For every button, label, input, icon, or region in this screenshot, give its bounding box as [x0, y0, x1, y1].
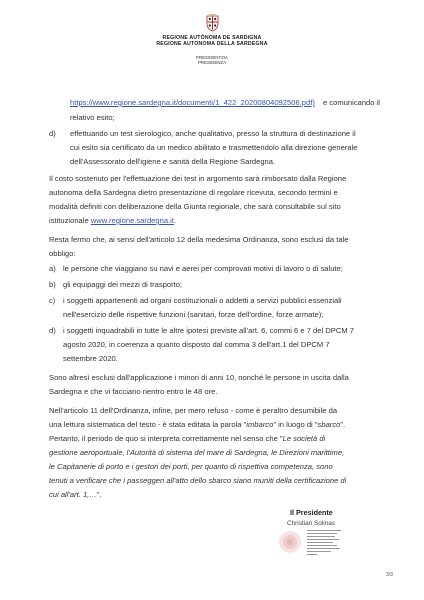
text-line: modalità definiti con deliberazione della Giunta regionale, che sarà consultabile sul sito: [49, 202, 341, 211]
list-marker: d): [49, 326, 56, 335]
page-number: 3/3: [386, 572, 393, 578]
list-marker: d): [49, 129, 56, 138]
text-line: Nell'articolo 11 dell'Ordinanza, infine, per mero refuso - come è peraltro desumibile da: [49, 406, 338, 415]
text-line: le persone che viaggiano su navi e aerei per comprovati motivi di lavoro o di salute;: [63, 264, 343, 273]
office-name-sardinian: PRESIDENTZIA: [196, 55, 228, 60]
org-name-sardinian: REGIONE AUTÒNOMA DE SARDIGNA: [162, 35, 262, 41]
text-line: dell'Assessorato dell'igiene e sanità della Regione Sardegna.: [70, 157, 276, 166]
signatory-name: Christian Solinas: [287, 520, 335, 527]
text-line: i soggetti appartenenti ad organi costituzionali o addetti a servizi pubblici essenziali: [63, 296, 342, 305]
text-line: settembre 2020.: [63, 354, 118, 363]
text-line: [49, 216, 176, 225]
signature-seal-icon: [277, 529, 303, 555]
text-segment: ".: [340, 420, 346, 429]
document-link[interactable]: https://www.regione.sardegna.it/documenti/1_422_20200804092506.pdf): [70, 98, 315, 107]
text-line: Sono altresì esclusi dall'applicazione i minori di anni 10, nonché le persone in uscita dalla: [49, 373, 349, 382]
list-marker: a): [49, 264, 56, 273]
text-line: Resta fermo che, ai sensi dell'articolo 12 della medesima Ordinanza, sono esclusi da tale: [49, 235, 349, 244]
text-segment: .: [173, 216, 177, 225]
text-line: [49, 490, 102, 499]
text-line: cui esito sia certificato da un medico abilitato e trasmettendolo alla direzione generale: [70, 143, 358, 152]
text-segment: Pertanto, il periodo de quo si interpreta correttamente nel senso che ": [49, 434, 283, 443]
org-name-italian: REGIONE AUTONOMA DELLA SARDEGNA: [156, 41, 268, 47]
text-line: Sardegna e che vi facciano rientro entro le 48 ore.: [49, 387, 218, 396]
italic-line: gestione aeroportuale, l'Autorità di sistema del mare di Sardegna, le Direzioni marittime,: [49, 448, 345, 457]
continuation-line: [70, 98, 380, 107]
text-line: [49, 420, 345, 429]
list-marker: c): [49, 296, 56, 305]
text-line: [49, 434, 325, 443]
website-link[interactable]: www.regione.sardegna.it: [90, 216, 174, 225]
digital-signature-block: [257, 520, 367, 570]
italic-word: sbarco: [317, 420, 341, 429]
text-line: nell'esercizio delle rispettive funzioni (sanitari, forze dell'ordine, forze armate);: [63, 310, 324, 319]
list-marker: b): [49, 280, 56, 289]
text-line: effettuando un test sierologico, anche qualitativo, presso la struttura di destinazione il: [70, 129, 356, 138]
text-segment: " in luogo di ": [273, 420, 318, 429]
italic-line: tenuti a verificare che i passeggeri all'atto dello sbarco siano muniti della certificazione di: [49, 476, 347, 485]
text-line: i soggetti inquadrabili in tutte le altre ipotesi previste all'art. 6, commi 6 e 7 del DPCM 7: [63, 326, 354, 335]
text-segment: e comunicando il: [323, 98, 380, 107]
italic-word: imbarco: [246, 420, 274, 429]
certificate-text-lines: [307, 529, 347, 559]
text-line: Il costo sostenuto per l'effettuazione dei test in argomento sarà rimborsato dalla Regione: [49, 174, 347, 183]
text-line: autonoma della Sardegna dietro presentazione di regolare ricevuta, secondo termini e: [49, 188, 338, 197]
coat-of-arms-icon: [206, 14, 219, 32]
text-segment: istituzionale: [49, 216, 89, 225]
text-line: agosto 2020, in coerenza a quanto disposto dal comma 3 dell'art.1 del DPCM 7: [63, 340, 330, 349]
signatory-title: Il Presidente: [290, 508, 333, 517]
italic-segment: cui all'art. 1,…: [49, 490, 97, 499]
text-line: relativo esito;: [70, 113, 115, 122]
text-line: obbligo:: [49, 249, 76, 258]
text-segment: ".: [96, 490, 102, 499]
italic-line: le Capitanerie di porto e i gestori dei porti, per quanto di rispettiva competenza, sono: [49, 462, 333, 471]
text-segment: una lettura sistematica del testo - è stata editata la parola ": [49, 420, 247, 429]
italic-segment: Le società di: [282, 434, 326, 443]
text-line: gli equipaggi dei mezzi di trasporto;: [63, 280, 183, 289]
office-name-italian: PRESIDENZA: [197, 60, 227, 65]
